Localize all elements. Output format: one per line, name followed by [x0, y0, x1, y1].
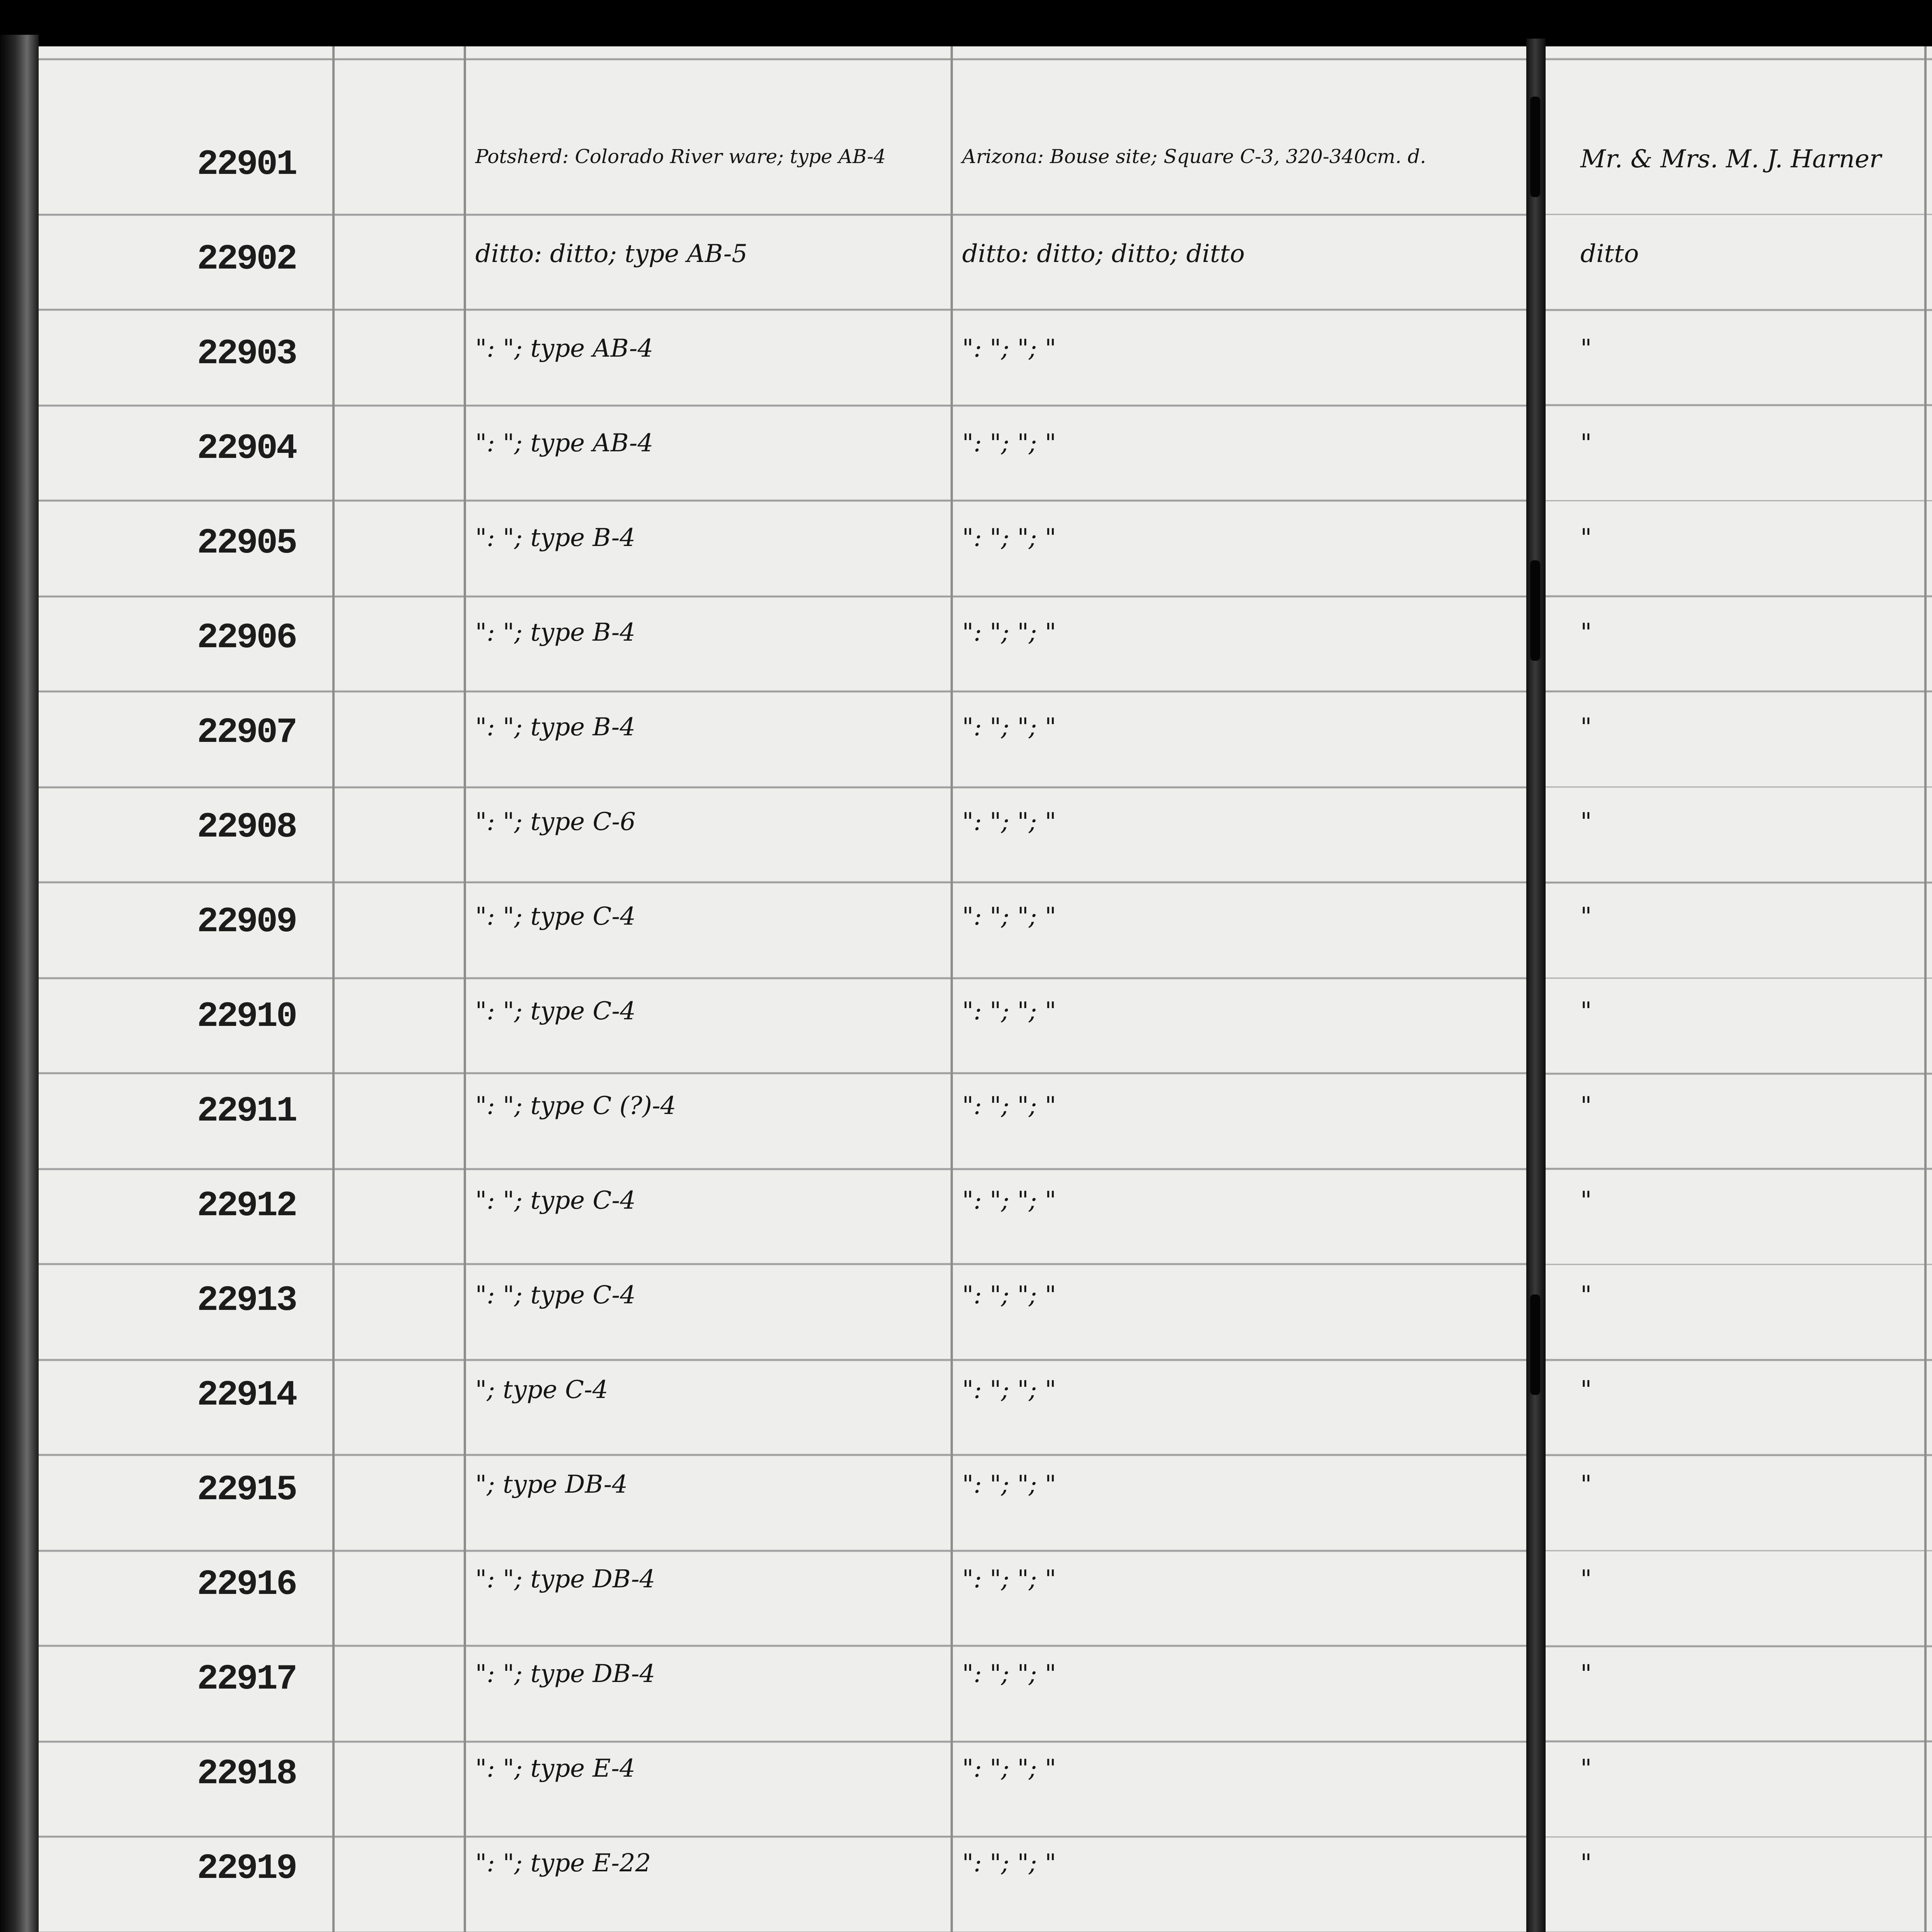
table-row: [1546, 195, 1932, 290]
table-row: [1546, 952, 1932, 1047]
table-row: [1546, 763, 1932, 858]
table-row: [1546, 858, 1932, 952]
table-row: [1546, 1804, 1932, 1899]
table-row: [39, 858, 1526, 952]
donor: ": [1580, 902, 1592, 931]
table-row: [39, 1331, 1526, 1426]
table-row: [39, 1236, 1526, 1331]
object-description: ": "; type AB-4: [475, 334, 653, 363]
catalog-number: 22916: [197, 1564, 296, 1605]
table-row: [39, 1142, 1526, 1236]
object-description: ": "; type C (?)-4: [475, 1092, 676, 1120]
ledger-left-page: [39, 46, 1526, 1932]
table-row: [39, 1899, 1526, 1932]
locality: ": "; "; ": [962, 1470, 1056, 1499]
object-description: ": "; type E-4: [475, 1754, 635, 1783]
donor: ": [1580, 1092, 1592, 1120]
donor: ": [1580, 1281, 1592, 1310]
donor: ": [1580, 713, 1592, 742]
donor: ": [1580, 334, 1592, 363]
table-row: [39, 668, 1526, 763]
locality: ditto: ditto; ditto; ditto: [962, 240, 1245, 268]
object-description: Potsherd: Colorado River ware; type AB-4: [475, 145, 886, 168]
spine-binding: [1530, 1294, 1540, 1395]
locality: ": "; "; ": [962, 808, 1056, 836]
table-row: [39, 479, 1526, 574]
locality: ": "; "; ": [962, 1281, 1056, 1310]
table-row: [39, 290, 1526, 384]
object-description: "; type C-4: [475, 1376, 608, 1404]
table-row: [1546, 1710, 1932, 1804]
catalog-number: 22905: [197, 523, 296, 563]
donor: ": [1580, 1470, 1592, 1499]
catalog-rows-right: [1546, 46, 1932, 1932]
table-row: [39, 1520, 1526, 1615]
locality: ": "; "; ": [962, 1376, 1056, 1404]
catalog-number: 22908: [197, 807, 296, 847]
donor: ": [1580, 1376, 1592, 1404]
donor: ": [1580, 1660, 1592, 1688]
donor: ": [1580, 618, 1592, 647]
object-description: ": "; type C-6: [475, 808, 636, 836]
catalog-number: 22912: [197, 1185, 296, 1226]
catalog-number: 22909: [197, 901, 296, 942]
object-description: ": "; type B-4: [475, 618, 636, 647]
catalog-number: 22919: [197, 1848, 296, 1889]
catalog-rows-left: [39, 46, 1526, 1932]
object-description: ": "; type AB-4: [475, 429, 653, 457]
catalog-number: 22910: [197, 996, 296, 1037]
locality: ": "; "; ": [962, 713, 1056, 742]
table-row: [1546, 1331, 1932, 1426]
donor: ": [1580, 1754, 1592, 1783]
donor: ": [1580, 1565, 1592, 1594]
donor: Mr. & Mrs. M. J. Harner: [1580, 145, 1881, 173]
table-row: [39, 1426, 1526, 1520]
table-row: [1546, 1236, 1932, 1331]
table-row: [1546, 384, 1932, 479]
locality: ": "; "; ": [962, 524, 1056, 552]
object-description: ": "; type DB-4: [475, 1565, 655, 1594]
locality: ": "; "; ": [962, 902, 1056, 931]
table-row: [39, 1710, 1526, 1804]
table-row: [39, 100, 1526, 195]
donor: ditto: [1580, 240, 1639, 268]
object-description: ": "; type C-4: [475, 997, 636, 1026]
catalog-number: 22901: [197, 144, 296, 185]
table-row: [39, 1047, 1526, 1142]
spine-binding: [1530, 560, 1540, 661]
catalog-number: 22911: [197, 1091, 296, 1131]
object-description: ": "; type B-4: [475, 713, 636, 742]
locality: ": "; "; ": [962, 1849, 1056, 1878]
table-row: [39, 574, 1526, 668]
donor: ": [1580, 524, 1592, 552]
table-row: [1546, 1426, 1932, 1520]
donor: ": [1580, 1849, 1592, 1878]
catalog-number: 22918: [197, 1753, 296, 1794]
donor: ": [1580, 997, 1592, 1026]
locality: ": "; "; ": [962, 997, 1056, 1026]
catalog-number: 22904: [197, 428, 296, 469]
object-description: ": "; type C-4: [475, 1186, 636, 1215]
table-row: [1546, 1142, 1932, 1236]
table-row: [39, 952, 1526, 1047]
table-row: [1546, 1047, 1932, 1142]
object-description: "; type DB-4: [475, 1470, 628, 1499]
table-row: [39, 763, 1526, 858]
catalog-number: 22913: [197, 1280, 296, 1321]
locality: ": "; "; ": [962, 1092, 1056, 1120]
object-description: ": "; type C-4: [475, 902, 636, 931]
catalog-number: 22903: [197, 333, 296, 374]
locality: ": "; "; ": [962, 1754, 1056, 1783]
table-row: [1546, 574, 1932, 668]
locality: Arizona: Bouse site; Square C-3, 320-340cm. d.: [962, 145, 1426, 168]
catalog-number: 22902: [197, 239, 296, 279]
ledger-spine: [1526, 39, 1546, 1932]
table-row: [1546, 100, 1932, 195]
locality: ": "; "; ": [962, 618, 1056, 647]
donor: ": [1580, 1186, 1592, 1215]
table-row: [1546, 1899, 1932, 1932]
locality: ": "; "; ": [962, 1660, 1056, 1688]
donor: ": [1580, 808, 1592, 836]
table-row: [39, 384, 1526, 479]
object-description: ": "; type E-22: [475, 1849, 651, 1878]
locality: ": "; "; ": [962, 1186, 1056, 1215]
spine-binding: [1530, 97, 1540, 197]
object-description: ": "; type DB-4: [475, 1660, 655, 1688]
donor: ": [1580, 429, 1592, 457]
catalog-number: 22914: [197, 1375, 296, 1415]
object-description: ": "; type C-4: [475, 1281, 636, 1310]
ledger-right-page: [1546, 46, 1932, 1932]
locality: ": "; "; ": [962, 429, 1056, 457]
object-description: ditto: ditto; type AB-5: [475, 240, 748, 268]
locality: ": "; "; ": [962, 334, 1056, 363]
catalog-number: 22906: [197, 617, 296, 658]
object-description: ": "; type B-4: [475, 524, 636, 552]
table-row: [1546, 479, 1932, 574]
table-row: [39, 1804, 1526, 1899]
catalog-number: 22915: [197, 1469, 296, 1510]
catalog-number: 22917: [197, 1659, 296, 1699]
table-row: [1546, 1520, 1932, 1615]
catalog-number: 22907: [197, 712, 296, 753]
table-row: [39, 195, 1526, 290]
table-row: [39, 1615, 1526, 1710]
ledger-left-edge: [0, 35, 39, 1932]
table-row: [1546, 668, 1932, 763]
locality: ": "; "; ": [962, 1565, 1056, 1594]
table-row: [1546, 1615, 1932, 1710]
table-row: [1546, 290, 1932, 384]
